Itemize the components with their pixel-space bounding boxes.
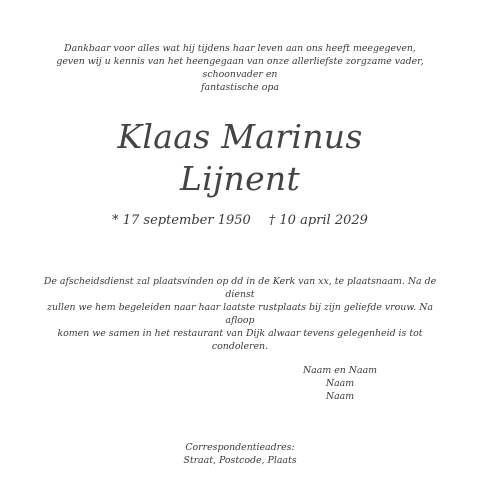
signer-line: Naam bbox=[325, 391, 355, 402]
service-line: De afscheidsdienst zal plaatsvinden op dd in de Kerk van xx, te plaatsnaam. Na de dienst bbox=[43, 276, 437, 300]
deceased-name bbox=[0, 116, 480, 200]
contact-label: Correspondentieadres: bbox=[185, 442, 295, 453]
deceased-surname: Lijnent bbox=[179, 159, 301, 198]
intro-line: fantastische opa bbox=[201, 82, 279, 93]
service-line: zullen we hem begeleiden naar haar laatste rustplaats bij zijn geliefde vrouw. Na afloop bbox=[47, 302, 433, 326]
birth-date: * 17 september 1950 bbox=[112, 213, 251, 228]
life-dates bbox=[0, 212, 480, 230]
intro-line: geven wij u kennis van het heengegaan van onze allerliefste zorgzame vader, schoonvader en bbox=[56, 56, 424, 80]
intro-line: Dankbaar voor alles wat hij tijdens haar leven aan ons heeft meegegeven, bbox=[64, 43, 416, 54]
intro-text bbox=[40, 42, 440, 94]
signer-line: Naam bbox=[325, 378, 355, 389]
deceased-first-names: Klaas Marinus bbox=[117, 117, 363, 156]
contact-address-line: Straat, Postcode, Plaats bbox=[183, 455, 297, 466]
contact-address bbox=[140, 441, 340, 467]
death-date: † 10 april 2029 bbox=[268, 213, 368, 228]
service-text bbox=[40, 275, 440, 353]
signers bbox=[280, 364, 400, 403]
signer-line: Naam en Naam bbox=[302, 365, 378, 376]
service-line: komen we samen in het restaurant van Dijk alwaar tevens gelegenheid is tot condoleren. bbox=[57, 328, 423, 352]
